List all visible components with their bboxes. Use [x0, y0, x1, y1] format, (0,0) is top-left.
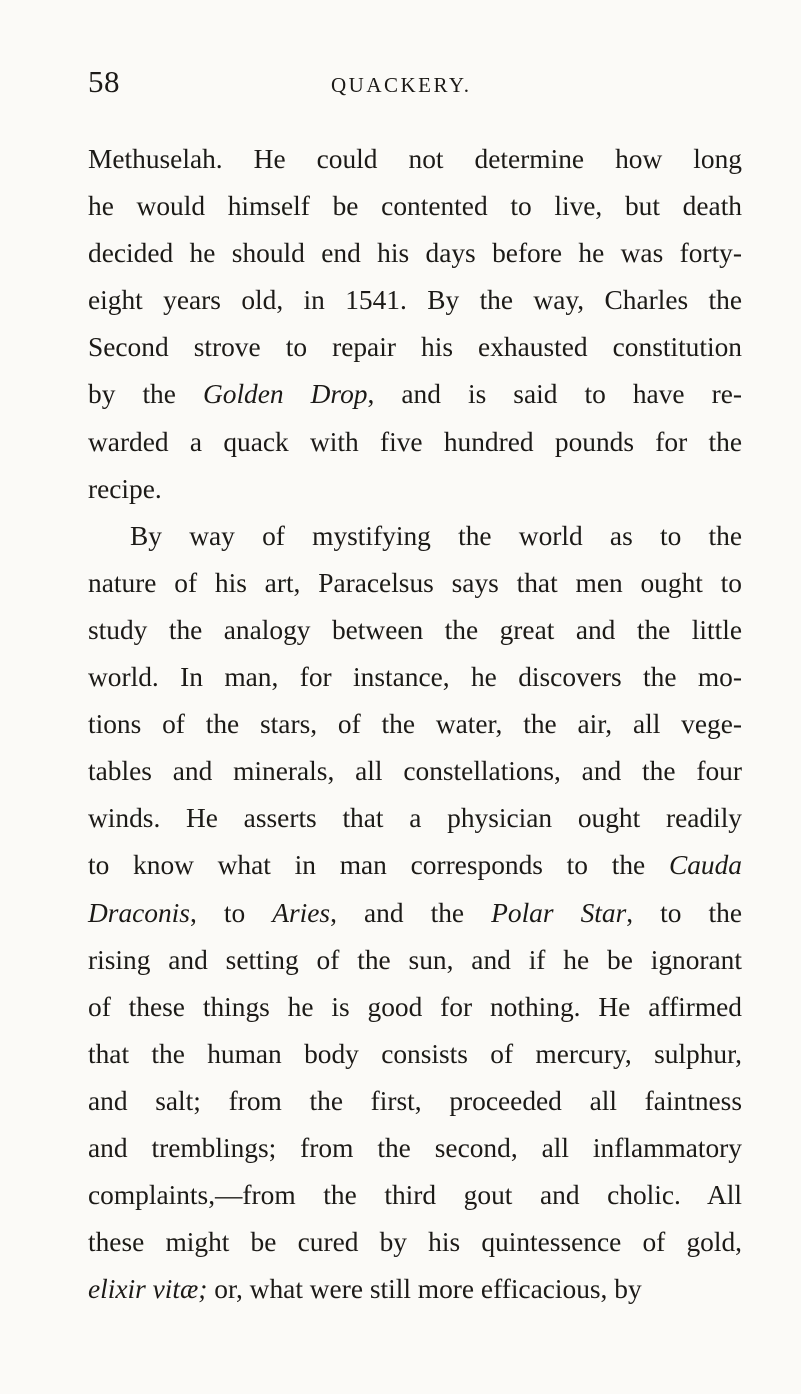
- text-line: [88, 371, 742, 418]
- text-line: [88, 937, 742, 984]
- text-line: [88, 1219, 742, 1266]
- text-segment: decided he should end his days before he was forty-: [88, 238, 742, 269]
- text-segment: winds. He asserts that a physician ought readily: [88, 803, 742, 834]
- text-segment: to know what in man corresponds to the: [88, 850, 669, 881]
- text-segment: rising and setting of the sun, and if he be ignorant: [88, 944, 742, 975]
- italic-text: Golden Drop: [202, 379, 368, 410]
- text-segment: complaints,—from the third gout and cholic. All: [88, 1180, 742, 1211]
- page-header: [88, 62, 748, 102]
- text-segment: by the: [88, 379, 203, 410]
- text-line: [88, 136, 742, 183]
- text-line: [88, 513, 742, 560]
- text-line: [88, 795, 742, 842]
- text-segment: these might be cured by his quintessence of gold,: [88, 1227, 742, 1258]
- paragraph: [88, 136, 742, 513]
- italic-text: Cauda: [668, 850, 742, 881]
- text-segment: Second strove to repair his exhausted constitution: [88, 332, 742, 363]
- text-segment: tables and minerals, all constellations, and the four: [88, 756, 742, 787]
- text-segment: and tremblings; from the second, all inflammatory: [88, 1132, 742, 1163]
- running-head: QUACKERY.: [331, 73, 472, 97]
- italic-text: Aries: [272, 897, 331, 928]
- text-segment: By way of mystifying the world as to the: [130, 520, 742, 551]
- text-line: [88, 984, 742, 1031]
- text-segment: , to: [189, 897, 273, 928]
- text-segment: recipe.: [88, 473, 162, 504]
- text-segment: study the analogy between the great and the little: [88, 614, 742, 645]
- italic-text: Polar Star: [491, 897, 627, 928]
- paragraph: [88, 513, 742, 1314]
- text-line: [88, 1125, 742, 1172]
- text-segment: eight years old, in 1541. By the way, Charles the: [88, 285, 742, 316]
- text-segment: nature of his art, Paracelsus says that men ought to: [88, 567, 742, 598]
- italic-text: Draconis: [88, 897, 190, 928]
- text-segment: , and the: [330, 897, 492, 928]
- text-segment: , and is said to have re-: [367, 379, 742, 410]
- text-segment: tions of the stars, of the water, the air, all vege-: [88, 709, 742, 740]
- text-line: [88, 560, 742, 607]
- text-segment: and salt; from the first, proceeded all faintness: [88, 1085, 742, 1116]
- text-line: [88, 1078, 742, 1125]
- page-number: 58: [88, 64, 120, 99]
- text-segment: or, what were still more efficacious, by: [207, 1274, 642, 1305]
- text-segment: of these things he is good for nothing. He affirmed: [88, 991, 742, 1022]
- text-line: [88, 701, 742, 748]
- italic-text: elixir vitæ;: [88, 1274, 208, 1305]
- text-segment: world. In man, for instance, he discovers the mo-: [88, 662, 742, 693]
- text-line: [88, 1172, 742, 1219]
- text-line: [88, 324, 742, 371]
- text-line: [88, 183, 742, 230]
- text-line: [88, 607, 742, 654]
- text-line: [88, 419, 742, 466]
- text-segment: that the human body consists of mercury, sulphur,: [88, 1038, 742, 1069]
- text-line: [88, 654, 742, 701]
- body-text: [88, 136, 742, 1313]
- text-line: [88, 277, 742, 324]
- text-segment: Methuselah. He could not determine how long: [88, 144, 742, 174]
- text-segment: , to the: [626, 897, 743, 928]
- text-line: [88, 890, 742, 937]
- text-line: [88, 230, 742, 277]
- text-line: [88, 842, 742, 889]
- text-segment: warded a quack with five hundred pounds for the: [88, 426, 742, 457]
- text-line: [88, 1031, 742, 1078]
- text-line: [88, 466, 742, 513]
- text-segment: he would himself be contented to live, but death: [88, 191, 742, 222]
- text-line: [88, 748, 742, 795]
- text-line: [88, 1266, 742, 1313]
